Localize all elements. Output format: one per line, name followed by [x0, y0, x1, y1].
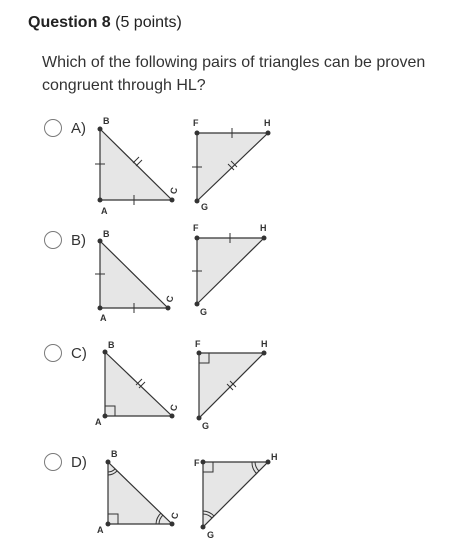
triangle-abc: [95, 229, 176, 323]
vertex-label: G: [200, 307, 208, 317]
vertex-label: B: [103, 116, 110, 126]
vertex-label: A: [97, 525, 104, 535]
triangle-fgh: [194, 452, 278, 540]
option-label: A): [71, 119, 86, 137]
vertex-label: G: [202, 421, 210, 431]
question-number: Question 8: [28, 14, 111, 31]
option-d-figure: [97, 449, 278, 540]
triangle-abc: [95, 340, 180, 427]
option-label: D): [71, 453, 87, 471]
vertex-label: H: [260, 223, 267, 233]
vertex-label: B: [103, 229, 110, 239]
question-points: (5 points): [110, 14, 182, 31]
vertex-label: A: [95, 417, 102, 427]
vertex-label: C: [168, 186, 180, 196]
triangle-abc: [97, 449, 181, 535]
option-a-figure: [95, 116, 271, 216]
vertex-label: C: [164, 294, 176, 304]
option-c-figure: [95, 339, 268, 431]
vertex-label: F: [194, 458, 200, 468]
vertex-label: B: [108, 340, 115, 350]
triangle-abc: [95, 116, 180, 216]
vertex-label: H: [261, 339, 268, 349]
vertex-label: B: [111, 449, 118, 459]
option-b-figure: [95, 223, 267, 323]
triangle-fgh: [192, 118, 271, 212]
option-label: C): [71, 344, 87, 362]
triangle-fgh: [195, 339, 268, 431]
vertex-label: H: [264, 118, 271, 128]
vertex-label: F: [195, 339, 201, 349]
vertex-label: C: [169, 511, 181, 521]
option-label: B): [71, 231, 86, 249]
triangle-fgh: [192, 223, 267, 317]
vertex-label: H: [271, 452, 278, 462]
vertex-label: G: [201, 202, 209, 212]
vertex-label: F: [193, 118, 199, 128]
vertex-label: G: [207, 530, 215, 540]
question-text: Which of the following pairs of triangles can be proven congruent through HL?: [42, 54, 426, 94]
vertex-label: F: [193, 223, 199, 233]
vertex-label: A: [101, 206, 108, 216]
vertex-label: A: [100, 313, 107, 323]
vertex-label: C: [168, 403, 180, 413]
